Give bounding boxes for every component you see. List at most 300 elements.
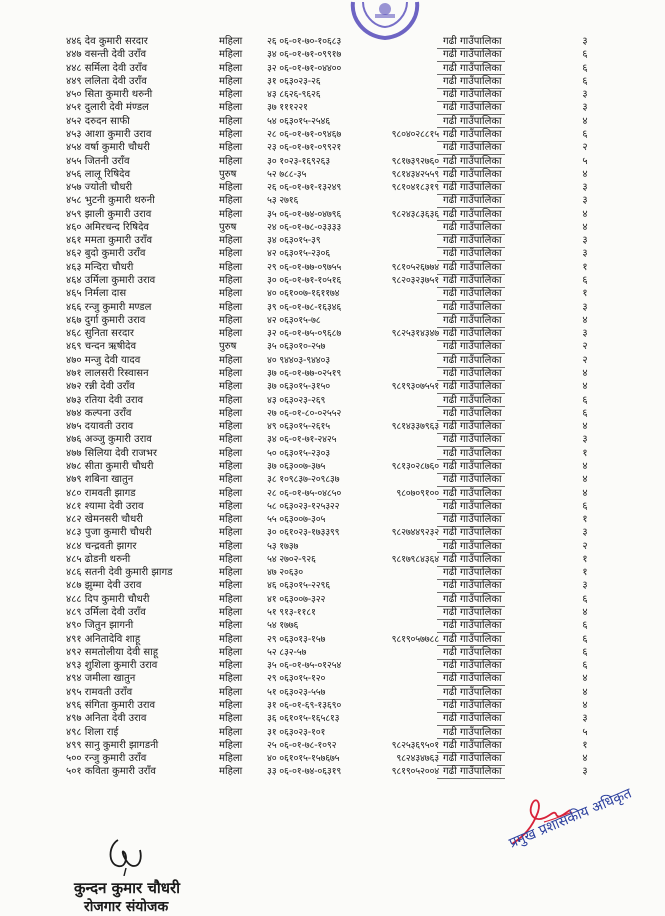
gender-cell: महिला (219, 713, 243, 725)
serial-number: ५०१ (66, 766, 82, 778)
table-row (0, 327, 665, 340)
beneficiary-name (66, 460, 216, 473)
phone-cell: ९८१४३३७९६३ (391, 421, 439, 433)
id-code-cell: ३३ ०६-०१-७४-०६३१९ (267, 766, 342, 778)
beneficiary-name (66, 699, 216, 712)
municipality-cell: गढी गाउँपालिका (443, 726, 502, 738)
municipality-cell: गढी गाउँपालिका (443, 195, 502, 207)
ward-cell: ६ (582, 49, 588, 61)
serial-number: ४८९ (66, 607, 82, 619)
serial-number: ४८५ (66, 553, 82, 565)
serial-number: ४८१ (66, 500, 82, 512)
id-code-cell: ५१ ०६३०२३-५५७ (267, 686, 326, 698)
name-text: चन्द्रवती झागर (84, 540, 137, 552)
id-code-cell: ४३ ८६२६-९६२६ (267, 89, 321, 101)
municipality-cell: गढी गाउँपालिका (443, 155, 502, 167)
table-row (0, 473, 665, 486)
beneficiary-name (66, 473, 216, 486)
name-text: दुलारी देवी मंण्डल (84, 102, 149, 114)
ward-cell: ६ (582, 407, 588, 419)
name-text: रन्जु कुमारी उराँव (84, 753, 147, 765)
ward-cell: ४ (582, 700, 588, 711)
serial-number: ४९४ (66, 673, 82, 685)
serial-number: ४८७ (66, 580, 82, 592)
table-row (0, 633, 665, 646)
ward-cell: ६ (582, 500, 588, 512)
ward-cell: १ (582, 288, 588, 300)
table-row (0, 433, 665, 446)
beneficiary-name (66, 181, 216, 194)
gender-cell: महिला (219, 62, 243, 74)
beneficiary-name (66, 752, 216, 765)
beneficiary-name (66, 261, 216, 274)
table-row (0, 579, 665, 592)
table-row (0, 221, 665, 234)
name-text: श्यामा देवी उराव (84, 500, 144, 512)
ward-cell: ४ (582, 381, 588, 393)
table-row (0, 340, 665, 353)
id-code-cell: ३५ ०६३०१०-२५७ (267, 341, 326, 353)
ward-cell: १ (582, 514, 588, 526)
serial-number: ४७९ (66, 474, 82, 486)
officer-designation: प्रमुख प्रशासकीय अधिकृत (506, 785, 635, 852)
beneficiary-name (66, 566, 216, 579)
beneficiary-name (66, 35, 216, 48)
gender-cell: महिला (219, 527, 243, 539)
ward-cell: ४ (582, 208, 588, 220)
serial-number: ४५६ (66, 168, 82, 180)
table-row (0, 686, 665, 699)
table-row (0, 141, 665, 154)
gender-cell: महिला (219, 75, 243, 87)
name-text: जितनी उराँव (84, 155, 130, 167)
id-code-cell: ३७ १११२२१ (267, 102, 308, 114)
gender-cell: महिला (219, 766, 243, 778)
name-text: दयावती उराव (84, 421, 134, 433)
id-code-cell: २५ ०६-०१-७८-१०९२ (267, 739, 337, 751)
municipality-cell: गढी गाउँपालिका (443, 567, 502, 579)
table-row (0, 566, 665, 579)
municipality-cell: गढी गाउँपालिका (443, 540, 502, 552)
ward-cell: ३ (582, 527, 588, 539)
name-text: जमीला खातुन (84, 673, 136, 685)
ward-cell: ४ (582, 115, 588, 127)
beneficiary-name (66, 447, 216, 460)
serial-number: ४६० (66, 221, 82, 233)
gender-cell: महिला (219, 500, 243, 512)
id-code-cell: ४६ ०६३०१५-२२९६ (267, 580, 330, 592)
municipality-cell: गढी गाउँपालिका (443, 527, 502, 539)
ward-cell: ६ (582, 646, 588, 658)
serial-number: ४९५ (66, 686, 82, 698)
table-row (0, 500, 665, 513)
municipality-cell: गढी गाउँपालिका (443, 700, 502, 711)
municipality-cell: गढी गाउँपालिका (443, 261, 502, 273)
name-text: सानु कुमारी झागडनी (84, 739, 159, 751)
beneficiary-name (66, 739, 216, 752)
name-text: झुम्मा देवी उराव (84, 580, 142, 592)
beneficiary-name (66, 633, 216, 646)
id-code-cell: ३१ ०६-०१-६९-१३६९० (267, 700, 342, 711)
serial-number: ४६९ (66, 341, 82, 353)
name-text: मन्जु देवी यादव (84, 354, 141, 366)
phone-cell: ९८१०४१८३१९ (391, 182, 439, 194)
serial-number: ४९२ (66, 646, 82, 658)
serial-number: ४७७ (66, 447, 82, 459)
name-text: लालसरी रिस्वासन (84, 368, 149, 379)
name-text: चन्दन ऋषीदेव (84, 341, 137, 353)
gender-cell: महिला (219, 633, 243, 645)
name-text: रामवती उराँव (84, 686, 133, 698)
name-text: मन्दिरा चौधरी (84, 261, 134, 273)
phone-cell: ९८१९३०७५५१ (391, 381, 439, 393)
beneficiary-name (66, 62, 216, 75)
table-row (0, 739, 665, 752)
beneficiary-name (66, 194, 216, 207)
name-text: लालू रिषिदेव (84, 168, 131, 180)
id-code-cell: ५८ ०६३०२३-१२५३२२ (267, 500, 340, 512)
table-row (0, 380, 665, 393)
serial-number: ४६३ (66, 261, 82, 273)
gender-cell: महिला (219, 487, 243, 499)
name-text: रामवती झागड (84, 487, 136, 499)
table-row (0, 765, 665, 778)
serial-number: ४९८ (66, 726, 82, 738)
name-text: वर्षा कुमारी चौधरी (84, 142, 150, 154)
table-row (0, 619, 665, 632)
ward-cell: १ (582, 261, 588, 273)
municipality-cell: गढी गाउँपालिका (443, 328, 502, 340)
phone-cell: ९८१७३९२७६० (391, 155, 439, 167)
id-code-cell: ३९ ०६-०१-७८-१६३४६ (267, 301, 342, 313)
serial-number: ४७१ (66, 368, 82, 379)
name-text: सिता कुमारी थरुनी (84, 89, 153, 101)
id-code-cell: २८ ०६-०१-७१-०९४६७ (267, 128, 342, 140)
gender-cell: महिला (219, 36, 243, 47)
ward-cell: २ (582, 540, 588, 552)
municipality-cell: गढी गाउँपालिका (443, 660, 502, 672)
ward-cell: १ (582, 447, 588, 459)
serial-number: ४९७ (66, 713, 82, 725)
table-row (0, 181, 665, 194)
gender-cell: महिला (219, 381, 243, 393)
phone-cell: ९८२०३२३७५१ (391, 275, 439, 287)
serial-number: ४५४ (66, 142, 82, 154)
ward-cell: १ (582, 567, 588, 579)
name-text: सर्मिला देवी उराँव (84, 62, 148, 74)
table-row (0, 672, 665, 685)
beneficiary-name (66, 234, 216, 247)
gender-cell: महिला (219, 407, 243, 419)
table-row (0, 646, 665, 659)
beneficiary-name (66, 487, 216, 500)
serial-number: ४९९ (66, 739, 82, 751)
serial-number: ४५३ (66, 128, 82, 140)
municipality-cell: गढी गाउँपालिका (443, 235, 502, 247)
ward-cell: ३ (582, 89, 588, 101)
municipality-cell: गढी गाउँपालिका (443, 553, 502, 565)
name-text: खेमनसरी चौधरी (84, 514, 143, 526)
gender-cell: महिला (219, 673, 243, 685)
serial-number: ४६६ (66, 301, 82, 313)
gender-cell: महिला (219, 102, 243, 114)
beneficiary-name (66, 659, 216, 672)
name-text: शबिना खातुन (84, 474, 134, 486)
ward-cell: ५ (582, 155, 588, 167)
phone-cell: ९८२५३१४३४७ (391, 328, 439, 340)
beneficiary-name (66, 301, 216, 314)
id-code-cell: ३२ ०६-०१-७१-०४४०० (267, 62, 342, 74)
municipality-cell: गढी गाउँपालिका (443, 686, 502, 698)
table-row (0, 314, 665, 327)
id-code-cell: ४२ ०६३०१५-७८ (267, 314, 321, 326)
serial-number: ४९३ (66, 660, 82, 672)
name-text: अनिता देवी उराव (84, 713, 147, 725)
id-code-cell: ४१ ०६३००७-३२२ (267, 593, 326, 605)
gender-cell: पुरुष (219, 341, 237, 353)
id-code-cell: ४३ ०६३०२३-२६९ (267, 394, 326, 406)
serial-number: ४९१ (66, 633, 82, 645)
beneficiary-name (66, 208, 216, 221)
table-row (0, 487, 665, 500)
municipality-cell: गढी गाउँपालिका (443, 368, 502, 379)
serial-number: ४७८ (66, 460, 82, 472)
id-code-cell: ३५ ०६-०१-७५-०१२५४ (267, 660, 342, 672)
name-text: देव कुमारी सरदार (84, 36, 148, 47)
municipality-cell: गढी गाउँपालिका (443, 275, 502, 287)
name-text: जितुन झागनी (84, 620, 134, 632)
serial-number: ४७२ (66, 381, 82, 393)
id-code-cell: ३८ १०९८३७-२०९८३७ (267, 474, 340, 486)
beneficiary-name (66, 155, 216, 168)
table-row (0, 168, 665, 181)
ward-cell: ३ (582, 195, 588, 207)
table-row (0, 367, 665, 380)
id-code-cell: ३४ ०६३०१५-३९ (267, 235, 321, 247)
id-code-cell: ३७ ०६३००७-३७५ (267, 460, 326, 472)
gender-cell: महिला (219, 686, 243, 698)
table-row (0, 447, 665, 460)
name-text: कल्पना उराँव (84, 407, 132, 419)
ward-cell: २ (582, 142, 588, 154)
phone-cell: ९८२४३८३६३६ (391, 208, 439, 220)
table-row (0, 287, 665, 300)
serial-number: ४५१ (66, 102, 82, 114)
beneficiary-name (66, 327, 216, 340)
serial-number: ४४७ (66, 49, 82, 61)
gender-cell: महिला (219, 421, 243, 433)
table-row (0, 407, 665, 420)
ward-cell: ६ (582, 75, 588, 87)
serial-number: ४७६ (66, 434, 82, 446)
beneficiary-name (66, 75, 216, 88)
ward-cell: ४ (582, 368, 588, 379)
ward-cell: ३ (582, 182, 588, 194)
gender-cell: महिला (219, 540, 243, 552)
gender-cell: महिला (219, 726, 243, 738)
municipality-cell: गढी गाउँपालिका (443, 447, 502, 459)
gender-cell: महिला (219, 567, 243, 579)
municipality-cell: गढी गाउँपालिका (443, 460, 502, 472)
serial-number: ४६५ (66, 288, 82, 300)
municipality-cell: गढी गाउँपालिका (443, 301, 502, 313)
municipality-cell: गढी गाउँपालिका (443, 168, 502, 180)
municipality-cell: गढी गाउँपालिका (443, 673, 502, 685)
table-row (0, 394, 665, 407)
municipality-cell: गढी गाउँपालिका (443, 36, 502, 47)
beneficiary-name (66, 128, 216, 141)
id-code-cell: २७ ०६-०१-८०-०२५५२ (267, 407, 342, 419)
municipality-cell: गढी गाउँपालिका (443, 713, 502, 725)
ward-cell: ५ (582, 726, 588, 738)
beneficiary-name (66, 553, 216, 566)
id-code-cell: ४० ०६१०१५-१५७६७५ (267, 753, 340, 765)
id-code-cell: ५४ ०६३०१५-२५४६ (267, 115, 330, 127)
id-code-cell: २९ ०६३०१३-१५७ (267, 633, 326, 645)
ward-cell: ४ (582, 314, 588, 326)
id-code-cell: ३६ ०६१०१५-१६५८१३ (267, 713, 340, 725)
municipality-cell: गढी गाउँपालिका (443, 381, 502, 393)
id-code-cell: ३७ ०६३०१५-३१५० (267, 381, 330, 393)
ward-cell: ३ (582, 713, 588, 725)
name-text: उर्मिला देवी उराँव (84, 607, 146, 619)
name-text: दुर्गा कुमारी उराव (84, 314, 146, 326)
ward-cell: ६ (582, 660, 588, 672)
name-text: ममता कुमारी उराँव (84, 235, 153, 247)
beneficiary-name (66, 646, 216, 659)
serial-number: ४७५ (66, 421, 82, 433)
beneficiary-name (66, 500, 216, 513)
municipality-cell: गढी गाउँपालिका (443, 607, 502, 619)
municipality-cell: गढी गाउँपालिका (443, 128, 502, 140)
name-text: रन्नी देवी उराँव (84, 381, 135, 393)
id-code-cell: ३७ ०६-०१-७७-०२५१९ (267, 368, 342, 379)
id-code-cell: २९ ०६-०१-७७-०९७५५ (267, 261, 342, 273)
id-code-cell: ३० ०६१०२३-१७३३९९ (267, 527, 340, 539)
beneficiary-name (66, 513, 216, 526)
id-code-cell: ३१ ०६३०२३-१०१ (267, 726, 326, 738)
id-code-cell: ३२ ०६-०१-७५-०९६८७ (267, 328, 342, 340)
gender-cell: महिला (219, 354, 243, 366)
table-row (0, 128, 665, 141)
id-code-cell: ३४ ०६-०१-७१-२४२५ (267, 434, 337, 446)
ward-cell: १ (582, 553, 588, 565)
id-code-cell: २६ ०६-०१-७१-१३२४९ (267, 182, 342, 194)
gender-cell: महिला (219, 115, 243, 127)
beneficiary-name (66, 101, 216, 114)
name-text: ज्योती चौधरी (84, 182, 133, 194)
table-row (0, 48, 665, 61)
name-text: कविता कुमारी उराँव (84, 766, 156, 778)
id-code-cell: ३० ०६-०१-७१-१०५१६ (267, 275, 342, 287)
gender-cell: महिला (219, 753, 243, 765)
serial-number: ४५५ (66, 155, 82, 167)
ward-cell: ४ (582, 460, 588, 472)
name-text: शुशिला कुमारी उराव (84, 660, 158, 672)
table-row (0, 553, 665, 566)
beneficiary-name (66, 765, 216, 778)
gender-cell: महिला (219, 580, 243, 592)
serial-number: ४५० (66, 89, 82, 101)
gender-cell: महिला (219, 368, 243, 379)
municipality-cell: गढी गाउँपालिका (443, 593, 502, 605)
ward-cell: ६ (582, 633, 588, 645)
ward-cell: ६ (582, 275, 588, 287)
municipality-cell: गढी गाउँपालिका (443, 102, 502, 114)
name-text: बुदो कुमारी उराँव (84, 248, 146, 260)
serial-number: ४८६ (66, 567, 82, 579)
municipality-cell: गढी गाउँपालिका (443, 288, 502, 300)
table-row (0, 101, 665, 114)
name-text: झाली कुमारी उराव (84, 208, 152, 220)
phone-cell: ९८०४०२८८१५ (391, 128, 439, 140)
serial-number: ४४६ (66, 36, 82, 47)
table-row (0, 606, 665, 619)
beneficiary-name (66, 726, 216, 739)
table-row (0, 593, 665, 606)
coordinator-designation: रोजगार संयोजक (84, 899, 169, 915)
ward-cell: ६ (582, 128, 588, 140)
gender-cell: महिला (219, 155, 243, 167)
ward-cell: १ (582, 739, 588, 751)
gender-cell: महिला (219, 607, 243, 619)
name-text: निर्मला दास (84, 288, 127, 300)
phone-cell: ९८१३०२८७६० (391, 460, 439, 472)
gender-cell: महिला (219, 288, 243, 300)
municipality-cell: गढी गाउँपालिका (443, 49, 502, 61)
id-code-cell: ३१ ०६३०२३-२६ (267, 75, 321, 87)
table-row (0, 513, 665, 526)
municipality-cell: गढी गाउँपालिका (443, 221, 502, 233)
gender-cell: महिला (219, 314, 243, 326)
phone-cell: ९८१९०५७७८८ (391, 633, 439, 645)
phone-cell: ९८२७४४९२३२ (391, 527, 439, 539)
serial-number: ४८८ (66, 593, 82, 605)
table-row (0, 540, 665, 553)
serial-number: ४७४ (66, 407, 82, 419)
gender-cell: महिला (219, 460, 243, 472)
ward-cell: ३ (582, 235, 588, 247)
id-code-cell: ५५ ०६३००७-३०५ (267, 514, 326, 526)
id-code-cell: ३० १०२३-१६९२६३ (267, 155, 330, 167)
name-text: अनितादेवि शाहू (84, 633, 141, 645)
name-text: संगिता कुमारी उराव (84, 700, 156, 711)
serial-number: ४९० (66, 620, 82, 632)
phone-cell: ९८२५३६९५०१ (391, 739, 439, 751)
municipality-cell: गढी गाउँपालिका (443, 75, 502, 87)
municipality-cell: गढी गाउँपालिका (443, 487, 502, 499)
beneficiary-name (66, 606, 216, 619)
serial-number: ४४९ (66, 75, 82, 87)
name-text: अमिरचन्द रिषिदेव (84, 221, 149, 233)
ward-cell: ३ (582, 328, 588, 340)
serial-number: ४६८ (66, 328, 82, 340)
gender-cell: महिला (219, 474, 243, 486)
name-text: उर्मिला कुमारी उराव (84, 275, 156, 287)
name-text: आशा कुमारी उराव (84, 128, 152, 140)
municipality-cell: गढी गाउँपालिका (443, 407, 502, 419)
municipality-cell: गढी गाउँपालिका (443, 514, 502, 526)
id-code-cell: ५४ २७०२-९२६ (267, 553, 316, 565)
ward-cell: ४ (582, 221, 588, 233)
gender-cell: महिला (219, 128, 243, 140)
phone-cell: ९८१९०५२००४ (391, 766, 439, 778)
municipality-cell: गढी गाउँपालिका (443, 753, 502, 765)
coordinator-name: कुन्दन कुमार चौधरी (74, 879, 181, 897)
name-text: शिला राई (84, 726, 119, 738)
municipality-cell: गढी गाउँपालिका (443, 89, 502, 101)
table-row (0, 752, 665, 765)
